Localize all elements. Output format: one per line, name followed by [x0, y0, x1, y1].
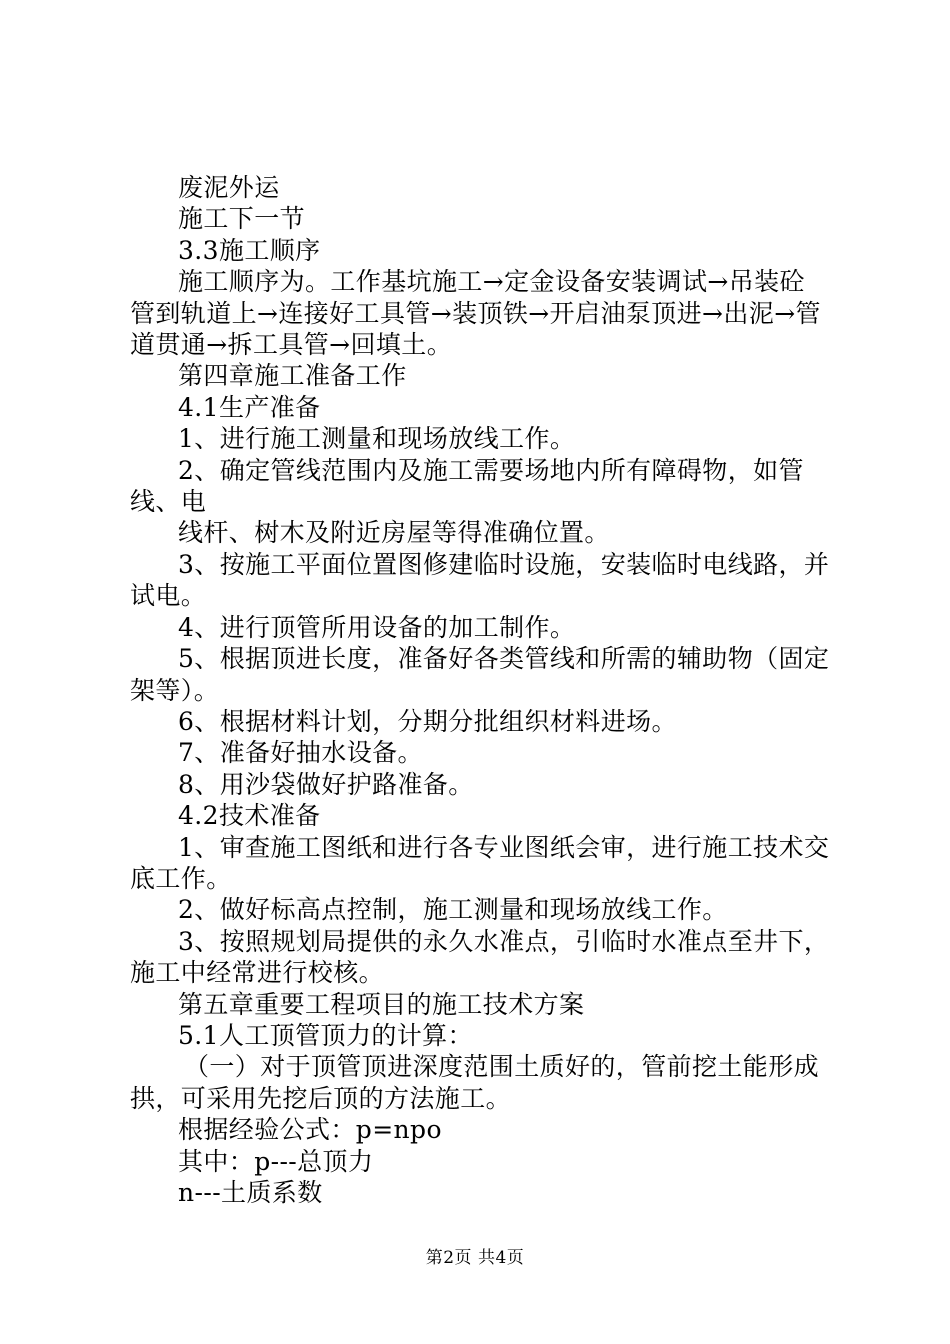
- paragraph-good-soil: （一）对于顶管顶进深度范围土质好的，管前挖土能形成拱，可采用先挖后顶的方法施工。: [130, 1052, 820, 1113]
- list-item-prod-4: 4、进行顶管所用设备的加工制作。: [178, 612, 576, 642]
- document-body: [130, 172, 830, 1208]
- paragraph-waste-mud: 废泥外运: [178, 173, 280, 202]
- section-heading-5-1: 5.1人工顶管顶力的计算：: [178, 1020, 473, 1050]
- list-item-tech-2: 2、做好标高点控制，施工测量和现场放线工作。: [178, 895, 728, 925]
- paragraph-construction-sequence: 施工顺序为。工作基坑施工→定金设备安装调试→吊装砼管到轨道上→连接好工具管→装顶铁→开启油泵顶进→出泥→管道贯通→拆工具管→回填土。: [130, 267, 821, 360]
- formula-line: 根据经验公式：p=npo: [178, 1115, 442, 1145]
- section-heading-3-3: 3.3施工顺序: [178, 235, 321, 265]
- list-item-prod-6: 6、根据材料计划，分期分批组织材料进场。: [178, 706, 677, 736]
- formula-definition-n: n---土质系数: [178, 1178, 323, 1207]
- list-item-tech-1: 1、审查施工图纸和进行各专业图纸会审，进行施工技术交底工作。: [130, 832, 830, 893]
- section-heading-4-1: 4.1生产准备: [178, 392, 321, 422]
- section-heading-4-2: 4.2技术准备: [178, 801, 321, 831]
- list-item-prod-2-continued: 线杆、树木及附近房屋等得准确位置。: [178, 518, 610, 548]
- chapter-heading-5: 第五章重要工程项目的施工技术方案: [178, 989, 585, 1019]
- page-footer: 第2页 共4页: [425, 1248, 525, 1268]
- formula-definition-p: 其中：p---总顶力: [178, 1146, 374, 1176]
- list-item-prod-1: 1、进行施工测量和现场放线工作。: [178, 424, 576, 454]
- list-item-prod-3: 3、按施工平面位置图修建临时设施，安装临时电线路，并试电。: [130, 549, 830, 611]
- paragraph-next-section: 施工下一节: [178, 204, 306, 234]
- list-item-prod-2: 2、确定管线范围内及施工需要场地内所有障碍物，如管线、电: [130, 455, 804, 517]
- list-item-prod-8: 8、用沙袋做好护路准备。: [178, 769, 474, 799]
- list-item-prod-5: 5、根据顶进长度，准备好各类管线和所需的辅助物（固定架等）。: [130, 644, 830, 705]
- list-item-tech-3: 3、按照规划局提供的永久水准点，引临时水准点至井下，施工中经常进行校核。: [130, 926, 830, 988]
- list-item-prod-7: 7、准备好抽水设备。: [178, 738, 423, 768]
- chapter-heading-4: 第四章施工准备工作: [178, 361, 407, 391]
